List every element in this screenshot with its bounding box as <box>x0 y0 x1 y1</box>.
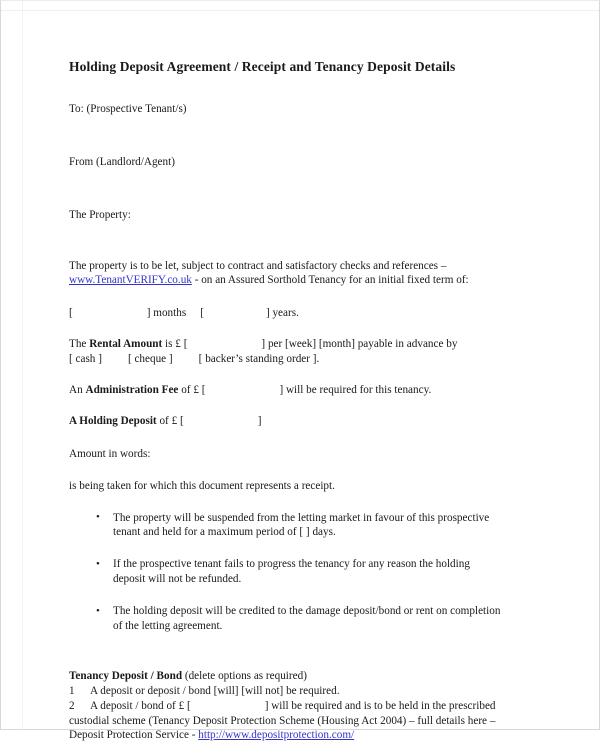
rental-amount-line <box>69 337 505 367</box>
tenancy-deposit-heading <box>69 669 505 684</box>
holding-deposit-label: A Holding Deposit <box>69 414 157 427</box>
rental-after-blank: ] per [week] [month] payable in advance by <box>261 338 458 351</box>
holding-deposit-terms-list <box>69 511 505 634</box>
term-open-bracket-months: [ <box>69 307 73 320</box>
letting-paragraph-before-link: The property is to be let, subject to contract and satisfactory checks and references – <box>69 259 447 272</box>
term-open-bracket-years: [ <box>200 307 204 320</box>
payment-option-cash: [ cash ] <box>69 353 102 366</box>
rental-amount-label: Rental Amount <box>89 338 163 351</box>
administration-fee-label: Administration Fee <box>85 384 179 396</box>
term-close-bracket-months: ] months <box>146 307 187 320</box>
numbered-item-2-text: ] will be required and is to be held in the prescribed custodial scheme (Tenancy Deposit Protection Scheme (Housing Act 2004) – full details here – Deposit Protection Service - <box>69 699 496 742</box>
amount-in-words-label: Amount in words: <box>69 447 151 460</box>
admin-prefix: An <box>69 384 86 396</box>
admin-mid: of £ [ <box>178 384 206 396</box>
tenantverify-link[interactable]: www.TenantVERIFY.co.uk <box>69 274 192 287</box>
list-item: • The property will be suspended from the letting market in favour of this prospective tenant and held for a maximum period of [ ] days. <box>69 511 505 541</box>
recipient-label: To: (Prospective Tenant/s) <box>69 102 187 115</box>
term-close-bracket-years: ] years. <box>265 307 299 320</box>
tenancy-deposit-heading-note: (delete options as required) <box>182 669 307 682</box>
numbered-item-2 <box>69 699 505 743</box>
sender-label: From (Landlord/Agent) <box>69 155 175 168</box>
numbered-item-1 <box>69 684 505 699</box>
admin-suffix: ] will be required for this tenancy. <box>279 384 432 396</box>
deposit-protection-link[interactable]: http://www.depositprotection.com/ <box>198 729 355 742</box>
numbered-item-1-text: A deposit or deposit / bond [will] [will not] be required. <box>90 684 340 697</box>
numbered-item-2-prefix: A deposit / bond of £ [ <box>90 699 191 712</box>
receipt-statement: is being taken for which this document represents a receipt. <box>69 479 335 492</box>
administration-fee-line <box>69 383 505 398</box>
numbered-item-1-number: 1 <box>69 684 75 697</box>
term-line <box>69 306 505 321</box>
numbered-item-2-number: 2 <box>69 699 75 712</box>
page-title: Holding Deposit Agreement / Receipt and Tenancy Deposit Details <box>69 59 456 74</box>
holding-deposit-line <box>69 414 505 429</box>
rental-prefix: The <box>69 338 90 351</box>
payment-option-cheque: [ cheque ] <box>127 353 173 366</box>
list-item: • If the prospective tenant fails to progress the tenancy for any reason the holding deposit will not be refunded. <box>69 557 505 587</box>
holding-suffix: ] <box>257 414 262 427</box>
letting-paragraph <box>69 259 505 289</box>
document-body <box>69 1 505 743</box>
payment-option-standing-order: [ backer’s standing order ]. <box>198 353 320 366</box>
tenancy-deposit-heading-bold: Tenancy Deposit / Bond <box>69 669 183 682</box>
rental-mid: is £ [ <box>162 338 188 351</box>
letting-paragraph-after-link: - on an Assured Sorthold Tenancy for an initial fixed term of: <box>191 274 469 287</box>
list-item: • The holding deposit will be credited to the damage deposit/bond or rent on completion of the letting agreement. <box>69 604 505 634</box>
holding-mid: of £ [ <box>156 414 184 427</box>
property-label: The Property: <box>69 208 131 221</box>
